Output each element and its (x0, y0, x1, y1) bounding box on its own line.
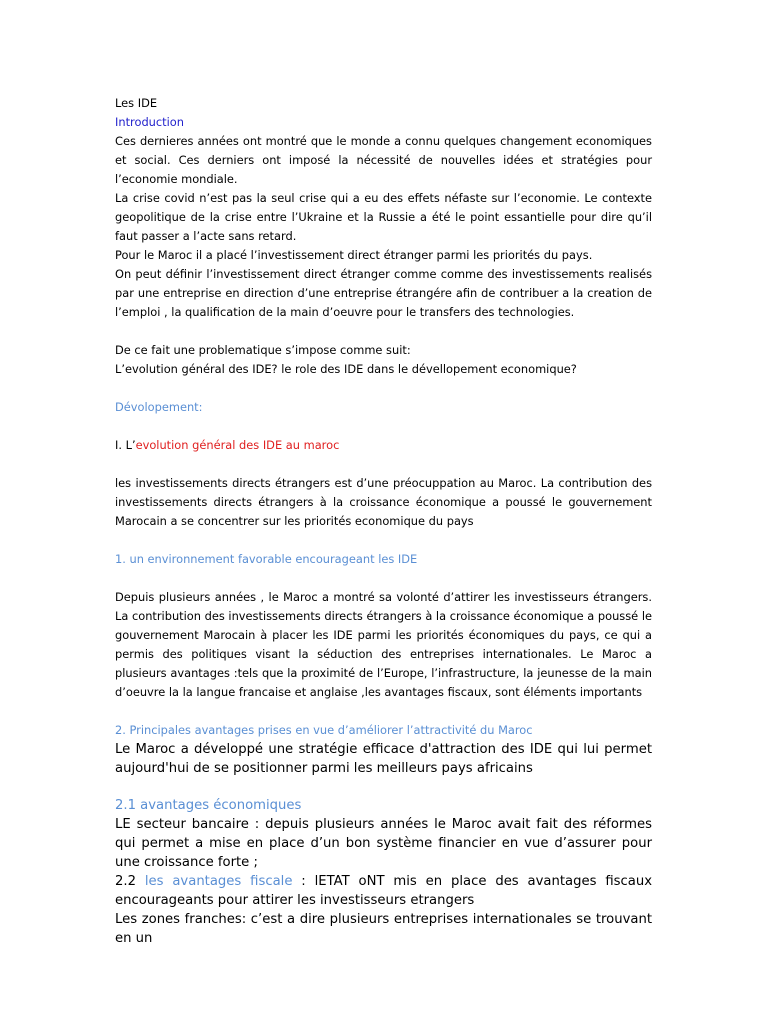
problematique-line-1: De ce fait une problematique s’impose comme suit: (115, 343, 411, 357)
problematique-line-2: L’evolution général des IDE? le role des IDE dans le dévellopement economique? (115, 362, 577, 376)
section22-number: 2.2 (115, 874, 145, 889)
section21-paragraph: LE secteur bancaire : depuis plusieurs années le Maroc avait fait des réformes qui permet a mise en place d’un bon système financier en vue d’assurer pour une croissance forte ; (115, 817, 652, 870)
zones-franches-paragraph: Les zones franches: c’est a dire plusieurs entreprises internationales se trouvant en un (115, 912, 652, 946)
section22-label: les avantages fiscale (144, 874, 293, 889)
intro-paragraph-1: Ces dernieres années ont montré que le monde a connu quelques changement economiques et social. Ces derniers ont imposé la nécessité de nouvelles idées et stratégies pour l’economie mondiale. (115, 134, 652, 186)
part1-paragraph: les investissements directs étrangers est d’une préocuppation au Maroc. La contribution des investissements directs étrangers à la croissance économique a poussé le gouvernement Marocain a se concentrer sur les priorités economique du pays (115, 476, 652, 528)
section2-paragraph: Le Maroc a développé une stratégie efficace d'attraction des IDE qui lui permet aujourd'hui de se positionner parmi les meilleurs pays africains (115, 742, 652, 776)
section2-block (115, 740, 652, 948)
intro-paragraph-3: Pour le Maroc il a placé l’investissement direct étranger parmi les priorités du pays. (115, 248, 593, 262)
section1-paragraph: Depuis plusieurs années , le Maroc a montré sa volonté d’attirer les investisseurs étrangers. La contribution des investissements directs étrangers à la croissance économique a poussé le gouvernement Marocain à placer les IDE parmi les priorités économiques du pays, ce qui a permis des politiques visant la séduction des entreprises internationales. Le Maroc a plusieurs avantages :tels que la proximité de l’Europe, l’infrastructure, la jeunesse de la main d’oeuvre la la langue francaise et anglaise ,les avantages fiscaux, sont éléments importants (115, 590, 652, 699)
intro-block (115, 94, 652, 740)
intro-paragraph-2: La crise covid n’est pas la seul crise qui a eu des effets néfaste sur l’economie. Le contexte geopolitique de la crise entre l’Ukraine et la Russie a été le point essantielle pour dire qu’il faut passer a l’acte sans retard. (115, 191, 652, 243)
section2-heading: 2. Principales avantages prises en vue d’améliorer l’attractivité du Maroc (115, 723, 533, 737)
development-heading: Dévolopement: (115, 400, 203, 414)
document-body (115, 94, 652, 948)
section22-paragraph (115, 872, 652, 910)
intro-paragraph-4: On peut définir l’investissement direct étranger comme comme des investissements realisés par une entreprise en direction d’une entreprise étrangére afin de contribuer a la creation de l’emploi , la qualification de la main d’oeuvre pour le transfers des technologies. (115, 267, 652, 319)
section1-heading: 1. un environnement favorable encourageant les IDE (115, 552, 418, 566)
part1-heading (115, 436, 652, 455)
document-title: Les IDE (115, 96, 158, 110)
part1-prefix: I. L’ (115, 438, 136, 452)
introduction-heading: Introduction (115, 115, 184, 129)
section21-heading: 2.1 avantages économiques (115, 798, 302, 813)
part1-heading-text: evolution général des IDE au maroc (135, 438, 340, 452)
section22-text: : lETAT oNT mis en place des avantages fiscaux encourageants pour attirer les investisseurs etrangers (115, 874, 653, 908)
